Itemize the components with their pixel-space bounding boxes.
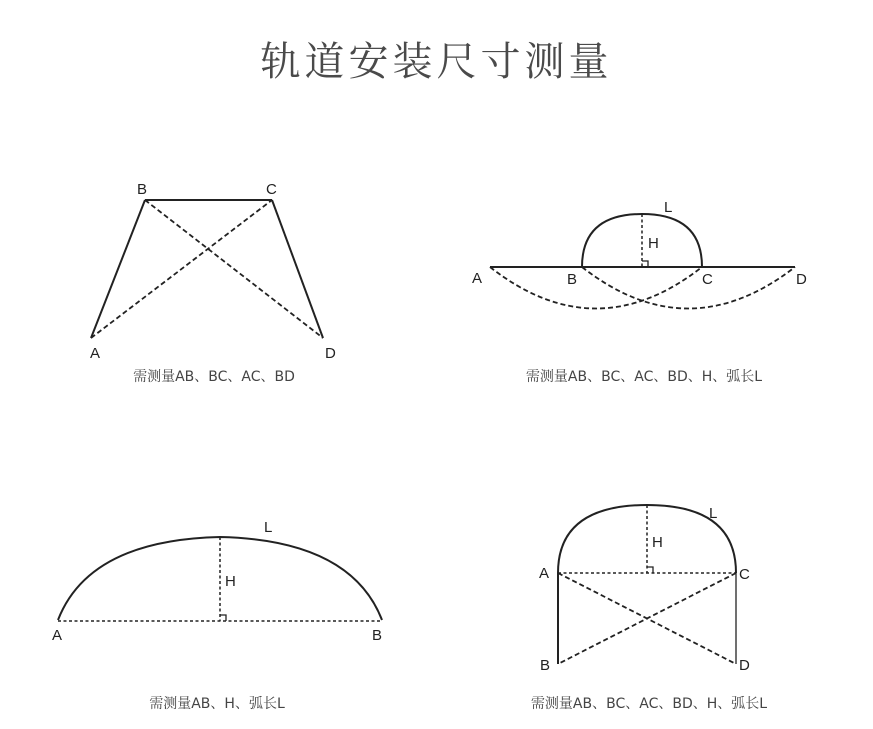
page-title: 轨道安装尺寸测量 [260, 39, 613, 85]
point-label-c: C [739, 566, 750, 583]
diagram-arch [531, 505, 767, 712]
point-label-a: A [90, 345, 101, 362]
point-label-a: A [52, 627, 63, 644]
caption-diagram4: 需测量AB、BC、AC、BD、H、弧长L [530, 696, 768, 712]
point-label-d: D [796, 271, 807, 288]
point-label-c: C [702, 271, 713, 288]
point-label-a: A [539, 565, 550, 582]
caption-diagram2: 需测量AB、BC、AC、BD、H、弧长L [525, 369, 763, 385]
point-label-a: A [472, 270, 483, 287]
diagram-trapezoid [90, 181, 336, 385]
label-h: H [648, 235, 659, 252]
label-h: H [225, 573, 236, 590]
arc-ac [490, 267, 702, 309]
segment-bd [145, 200, 323, 338]
label-h: H [652, 534, 663, 551]
point-label-d: D [739, 657, 750, 674]
point-label-b: B [372, 627, 383, 644]
label-l: L [709, 505, 718, 522]
label-l: L [264, 519, 273, 536]
point-label-c: C [266, 181, 277, 198]
label-l: L [664, 199, 673, 216]
point-label-d: D [325, 345, 336, 362]
diagram-shallow-arc [52, 519, 382, 712]
diagram-arc-on-line [472, 199, 807, 385]
right-angle-mark [220, 615, 226, 621]
point-label-b: B [137, 181, 148, 198]
point-label-b: B [567, 271, 578, 288]
caption-diagram3: 需测量AB、H、弧长L [149, 696, 285, 712]
right-angle-mark [647, 567, 653, 573]
point-label-b: B [540, 657, 551, 674]
caption-diagram1: 需测量AB、BC、AC、BD [133, 369, 295, 385]
arc-bd [582, 267, 795, 309]
